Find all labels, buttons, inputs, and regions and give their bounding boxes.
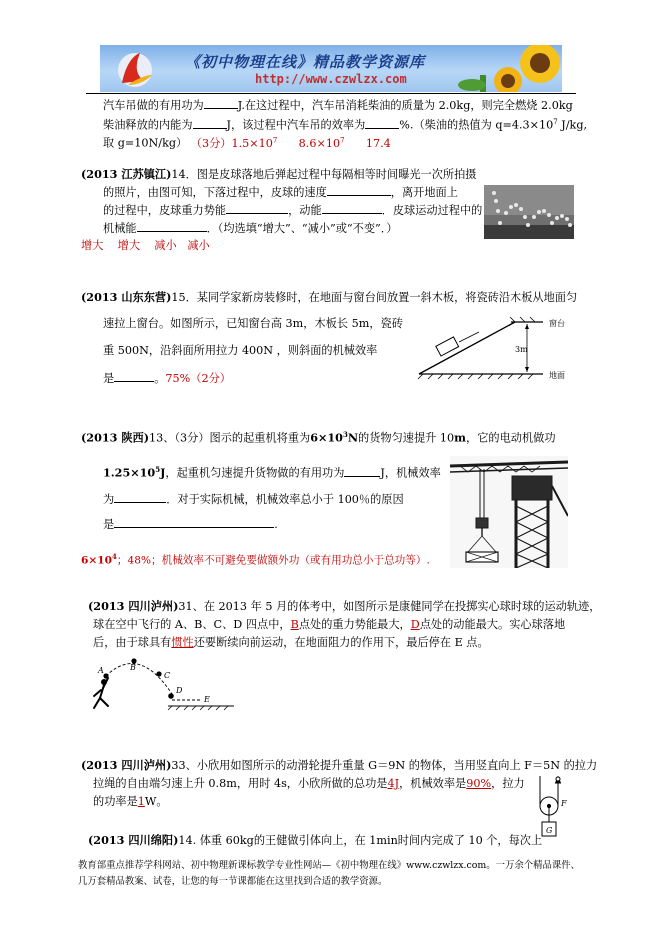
- q1-line-3: 的过程中，皮球重力势能 ，动能 ．皮球运动过程中的: [103, 204, 483, 217]
- q3-line-1: (2013 陕西)13、（3分）图示的起重机将重为$6\times 10^3N$的货物匀速提升 10m，它的电动机做功: [81, 430, 556, 445]
- q4-answer-d: D: [410, 618, 420, 631]
- q3-answer: $6\times 10^4$；48%；机械效率不可避免要做额外功（或有用功总小于总功等）.: [81, 552, 430, 567]
- q1-answers: 增大 增大 减小 减小: [81, 239, 210, 252]
- q5-line-1: (2013 四川泸州)33、小欣用如图所示的动滑轮提升重量 G＝9N 的物体，当用竖直向上 F＝5N 的拉力: [81, 758, 598, 772]
- crane-photo: [450, 456, 568, 568]
- q1-line-2: 的照片，由图可知，下落过程中，皮球的速度 ，离开地面上: [103, 186, 458, 199]
- ground-label: 地面: [549, 371, 565, 380]
- label-c: C: [164, 671, 171, 680]
- q2-answer: 75%（2分）: [165, 372, 231, 385]
- q4-source: (2013 四川泸州): [88, 599, 179, 613]
- q4-line-1: (2013 四川泸州)31、在 2013 年 5 月的体考中，如图所示是康健同学在投掷实心球时球的运动轨迹，: [88, 599, 601, 613]
- carryover-answer: （3分）$1.5\times 10^7$ $8.6\times 10^7$ 17.4: [190, 136, 391, 150]
- q3-line-3: 为 ．对于实际机械，机械效率总小于 100％的原因: [103, 493, 404, 506]
- q5-answer-work: 4J: [387, 777, 400, 790]
- q5-answer-efficiency: 90%: [466, 777, 492, 790]
- q1-line-1: (2013 江苏镇江)14．图是皮球落地后弹起过程中每隔相等时间曝光一次所拍摄: [81, 167, 477, 181]
- q2-line-1: (2013 山东东营)15．某同学家新房装修时，在地面与窗台间放置一斜木板，将瓷砖沿木板从地面匀: [81, 290, 578, 304]
- q4-line-3: 后，由于球具有惯性还要断续向前运动，在地面阻力的作用下，最后停在 E 点。: [93, 636, 489, 649]
- q4-answer-inertia: 惯性: [171, 636, 194, 649]
- height-label: 3m: [515, 345, 528, 354]
- incline-diagram: [415, 312, 575, 384]
- q6-source: (2013 四川绵阳): [88, 833, 179, 847]
- q1-source: (2013 江苏镇江): [81, 167, 172, 181]
- page-footer: [78, 858, 580, 890]
- header-banner: [100, 45, 562, 92]
- q4-answer-b: B: [290, 618, 299, 631]
- q1-line-4: 机械能 ．（均选填“增大”、“减小”或“不变”．）: [103, 222, 398, 235]
- footer-line-1: 教育部重点推荐学科网站、初中物理新课标教学专业性网站—《初中物理在线》www.czwlzx.com。一万余个精品课件、: [78, 860, 581, 871]
- banner-url: http://www.czwlzx.com: [255, 72, 407, 86]
- q3-line-4: 是 .: [103, 518, 278, 531]
- sunflower-icon: [458, 45, 560, 92]
- shot-put-diagram: [84, 656, 244, 718]
- label-e: E: [204, 695, 210, 704]
- q2-source: (2013 山东东营): [81, 290, 172, 304]
- site-logo-icon: [118, 53, 152, 87]
- header-rule: [86, 93, 576, 94]
- label-a: A: [98, 666, 104, 675]
- q2-line-3: 重 500N，沿斜面所用拉力 400N ，则斜面的机械效率: [103, 344, 378, 357]
- q5-line-3: 的功率是1W。: [93, 795, 168, 808]
- q6-line-1: (2013 四川绵阳)14. 体重 60kg的王健做引体向上，在 1min时间内完成了 10 个，每次上: [88, 833, 543, 847]
- carryover-line-1: 汽车吊做的有用功为 J.在这过程中，汽车吊消耗柴油的质量为 2.0kg，则完全燃烧 2.0kg: [103, 99, 573, 112]
- q2-line-2: 速拉上窗台。如图所示，已知窗台高 3m，木板长 5m，瓷砖: [103, 317, 403, 330]
- carryover-line-3: 取 g=10N/kg） （3分）$1.5\times 10^7$ $8.6\times 10^7$ 17.4: [103, 136, 391, 150]
- label-b: B: [130, 663, 136, 672]
- label-d: D: [176, 686, 183, 695]
- q2-line-4: 是 。75%（2分）: [103, 372, 231, 385]
- bouncing-ball-photo: [484, 185, 574, 239]
- athlete-icon: [94, 678, 108, 708]
- weight-label: G: [546, 826, 553, 835]
- force-label: F: [561, 799, 567, 808]
- q4-line-2: 球在空中飞行的 A、B、C、D 四点中，B点处的重力势能最大，D点处的动能最大。实心球落地: [93, 618, 566, 631]
- q3-line-2: $1.25\times 10^5J$，起重机匀速提升货物做的有用功为 J，机械效率: [103, 465, 441, 480]
- q5-line-2: 拉绳的自由端匀速上升 0.8m，用时 4s，小欣所做的总功是4J，机械效率是90%，拉力: [93, 777, 525, 790]
- q5-answer-power: 1: [137, 795, 145, 808]
- window-label: 窗台: [549, 319, 565, 328]
- footer-line-2: 几万套精品教案、试卷，让您的每一节课都能在这里找到合适的教学资源。: [78, 876, 388, 887]
- banner-title: 《初中物理在线》精品教学资源库: [185, 53, 426, 71]
- carryover-line-2: 柴油释放的内能为 J，该过程中汽车吊的效率为 %.（柴油的热值为 $q=4.3\times 10^7$ J/kg,: [103, 118, 588, 132]
- q5-source: (2013 四川泸州): [81, 758, 172, 772]
- q3-source: (2013 陕西): [81, 430, 149, 445]
